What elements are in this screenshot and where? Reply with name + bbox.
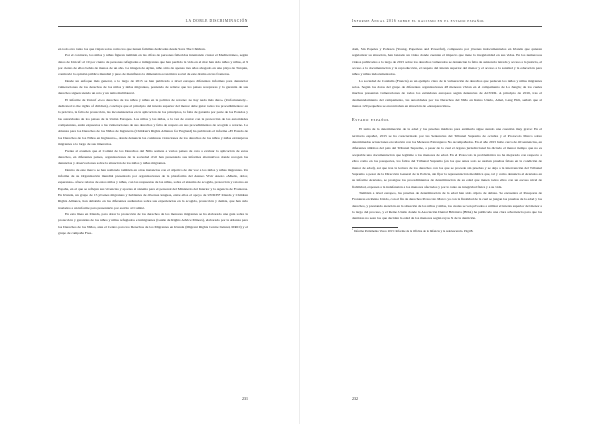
right-paragraph-2: La sociedad de Cataluña (Francia) es un ejemplo claro de la vulneración de derechos que padecen los niños y niñas migrantes solos. Según los datos del grupo de diferentes organizaciones 48 menores vivían en el campamento de La Jungla; de los cuales muchos presentan vulneraciones de todos los estándares europeos según denuncias de ACNUR. A principio de 2016, tras el desmantelamiento del campamento, las autoridades por los Derechos del Niño en Reino Unido, Amal, Lang Ehli, señaló que al menos 129 pequeños se encontraban en situación de «desaparecidos». (352, 78, 542, 109)
footnote-rule (352, 227, 398, 228)
left-paragraph-1: en todo otro tanto los que viajan solos como los que tienen familias dedicadas desde Save The Children. (58, 47, 206, 51)
footnote (352, 229, 542, 234)
section-heading: Estado español (352, 117, 390, 123)
right-paragraph-1: dom, Sin Papeles y Pobreza (Young, Paperless and Powerful), compuesto por jóvenes indocumentados en Irlanda que quieren regularizar su situación, han lanzado un vídeo donde cuentan el impacto que tiene la irregularidad en sus vidas. En los numerosos vídeos publicados a lo largo de 2015 sobre los derechos vulnerados se denuncian la falta de asistencia letrada y acceso a la justicia, el acceso a la documentación y la reproducción, el respeto del interés superior del menor y el acceso a la sanidad y la educación para niños y niñas indocumentados. (352, 47, 542, 77)
left-paragraph-5: Frente al examen que el Comité de los Derechos del Niño somete a varios países de cara a evaluar la aplicación de estos derechos, en diferentes países, organizaciones de la sociedad civil han presentado sus informes alternativos donde recogen las denuncias y observaciones sobre la situación de los niños y niñas migrantes. (58, 148, 248, 166)
right-body (352, 46, 542, 234)
left-header-rule (58, 26, 248, 27)
left-running-head: LA DOBLE DISCRIMINACIÓN (185, 19, 248, 23)
left-paragraph-2: Por el contrario, los niños y niñas figuran también en las cifras de personas fallecidas intentando cruzar el Mediterráneo, según datos de Unicef: el 19 por ciento de personas refugiadas e inmigrantes que han perdido la vida en el mar han sido niños y niñas, el 9 por ciento de ellos bebés de menos de un año. La imagen de Aylan, niño sirio de apenas tres años ahogado en una playa de Turquía, conmovió la opinión pública mundial y puso de manifiesto la dimensión económica social de este drama en las fronteras. (58, 53, 248, 77)
left-paragraph-3: Desde un enfoque más general, a lo largo de 2015 se han publicado a nivel europeo diferentes informes para denunciar vulneraciones de los derechos de los niños y niñas migrantes, poniendo de relieve que los países receptores y la garantía de sus derechos siguen siendo un reto y un tema multilateral. (58, 78, 248, 96)
left-paragraph-7: En esta línea en Irlanda, para dotar la protección de los derechos de los menores migrantes se ha elaborado una guía sobre la protección y garantías de los niños y niñas refugiados e inmigrantes (Guide de Rights Advice Minors), elaborado por la Alianza para los Derechos de los Niños, ante el Centro para los Derechos de los Migrantes en Irlanda (Migrant Rights Centre Ireland, MRCI) y el grupo de campaña Free- (58, 211, 248, 235)
right-page-number: 232 (352, 396, 358, 401)
right-header-rule (352, 26, 542, 27)
right-paragraph-3: El tema de la determinación de la edad y las pruebas médicas para estimarla sigue siendo una cuestión muy grave: En el territorio español, 2015 se ha caracterizado por las Sentencias del Tribunal Supremo de octubre y el Protocolo Marco sobre determinadas actuaciones en relación con los Menores Extranjeros No Acompañados. En el año 2015 hubo cerca de 40 sentencias, en diferentes ámbitos del país del Tribunal Supremo, a pesar de lo cual el órgano jurisdiccional ha dictado el menor tiempo que no es aceptable una documentación que legitime a los menores de edad. En el Protocolo la problemática no ha mejorado con respecto a ellos como en los pasaportes, los fallos del Tribunal Supremo (en los que antes solo se usaban pruebas falsas en la condición de menor de edad), así que tras la lectura de los derechos con los que se procede sin pruebas y se deja a la intervención del Tribunal Supremo a pesar de la Dirección General de la Policía, sin fijar la representación mediática que, tal y como denuncia el Ararteko en su informe Ararteko, se prosigue los procedimientos de determinación de su edad que tienen todos ellos con un escaso nivel de fiabilidad, exponen a la indefensión a los menores afectados y por lo tanto su integridad física y a su vida. (352, 127, 542, 189)
right-paragraph-4: También a nivel europeo, las pruebas de determinación de la edad han sido objeto de debate. Se encuentra el Pasaporte de Fronteras en Reino Unido, con el fin de derechos Protocolo Marco ya con la finalidad de la cual se juzgan las pruebas de la edad y los derechos, y prestando atención en la situación de los niños y niñas, los cuales se ven privados a utilizar el interés superior del menor a lo largo del proceso, y el Reino Unido donde la Asociación Dental Británica (BDA) ha publicado una clara advertencia para que los dentistas no sean los que decidan la edad de los menores según rayos X de la dentición. (352, 190, 542, 221)
left-page-number: 231 (242, 396, 248, 401)
right-page (300, 0, 600, 424)
left-paragraph-4: El informe de Unicef «Los derechos de los niños y niñas en la política de retorno: no hay nada más duro» (Unfortunately... dedicated to the rights of children), concluye que el principio del interés superior del menor debe guiar todos los procedimientos: en la práctica, la falta de protección, las inconsistencias en la aplicación de los principios, la falta de garantía por parte de los Estados y las autoridades de los países de la Unión Europea. Los niños y las niñas, a la vez de contar con la protección de las autoridades competentes, están expuestos a las vulneraciones de sus derechos y falta de respeto en sus procedimientos de acogida o retorno. La Alianza para los Derechos de los Niños de Inglaterra (Children's Rights Alliance for England) ha publicado el informe «El Estado de los Derechos de los Niños en Inglaterra», donde denuncia las continuas violaciones de los derechos de los niños y niñas extranjeros migrantes a lo largo de sus itinerarios. (58, 97, 248, 147)
footnote-text: Informe Parlamento Vasco 2015: Informe de la Oficina de la Infancia y la Adolescencia. Pág.68. (353, 229, 474, 234)
left-paragraph-6: Dentro de este marco se han realizado también en otras instancias con el objetivo de dar voz a los niños y niñas migrantes. Un informe de su Organización mundial presentado por organizaciones de la plataforma del Ateneo Vivir Anexo «Miedo, dolor, esperanza» ofrece relatos de estos niños y niñas, con las respuestas de las niñas, sobre el sistema de acogida, protección y retorno en España, en el que se reflejan sus vivencias y aportes al sistema para el personal del Ministerio del Interior y la Agencia de Fronteras. En Irlanda, un grupo de 15 jóvenes migrantes y hablantes de diversas lenguas, entre ellos el apoyo de UNICEF Irlanda y Children Rights Alliance, han debatido en las diferentes audiencias sobre sus experiencias en la acogida, protección y demás, que han sido traslados a un informe para presentarlo por escrito al Comité. (58, 167, 248, 210)
left-body (58, 46, 248, 236)
right-running-head: Informe Anual 2016 sobre el racismo en el estado español (352, 19, 485, 23)
footnote-marker: 1 (352, 228, 354, 232)
